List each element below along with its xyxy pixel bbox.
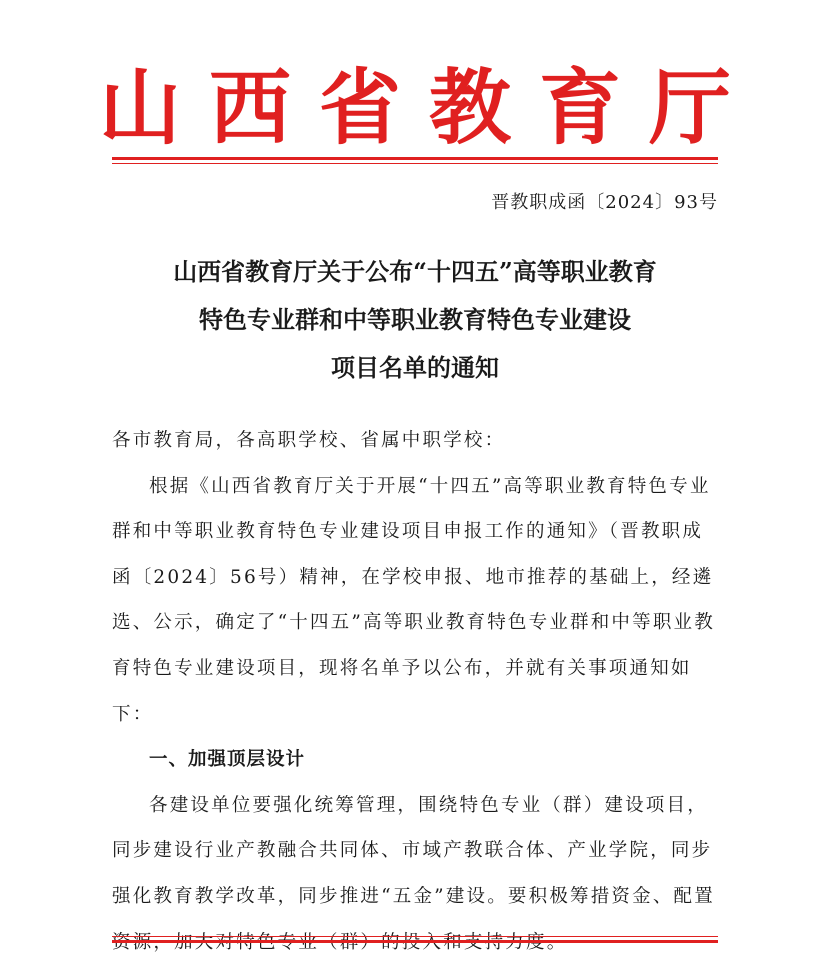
masthead-rule-thin: [112, 163, 718, 164]
masthead-rule-thick: [112, 157, 718, 160]
masthead-title: 山西省教育厅: [98, 60, 759, 156]
salutation: 各市教育局，各高职学校、省属中职学校：: [112, 430, 506, 451]
title-line-1: 山西省教育厅关于公布“十四五”高等职业教育: [173, 257, 657, 286]
document-number: 晋教职成函〔2024〕93号: [491, 192, 718, 213]
title-line-3: 项目名单的通知: [331, 353, 499, 382]
footer-rule-thin: [112, 936, 718, 937]
paragraph-intro: 根据《山西省教育厅关于开展“十四五”高等职业教育特色专业群和中等职业教育特色专业建设项目申报工作的通知》（晋教职成函〔2024〕56号）精神，在学校申报、地市推荐的基础上，经遴选、公示，确定了“十四五”高等职业教育特色专业群和中等职业教育特色专业建设项目，现将名单予以公布，并就有关事项通知如下：: [112, 475, 715, 725]
document-body: [112, 418, 722, 965]
section-heading-1: 一、加强顶层设计: [149, 749, 306, 771]
paragraph-section-1: 各建设单位要强化统筹管理，围绕特色专业（群）建设项目，同步建设行业产教融合共同体、市域产教联合体、产业学院，同步强化教育教学改革，同步推进“五金”建设。要积极筹措资金、配置: [112, 794, 715, 907]
document-title: [60, 248, 770, 392]
footer-rule-thick: [112, 940, 718, 943]
title-line-2: 特色专业群和中等职业教育特色专业建设: [199, 305, 631, 334]
